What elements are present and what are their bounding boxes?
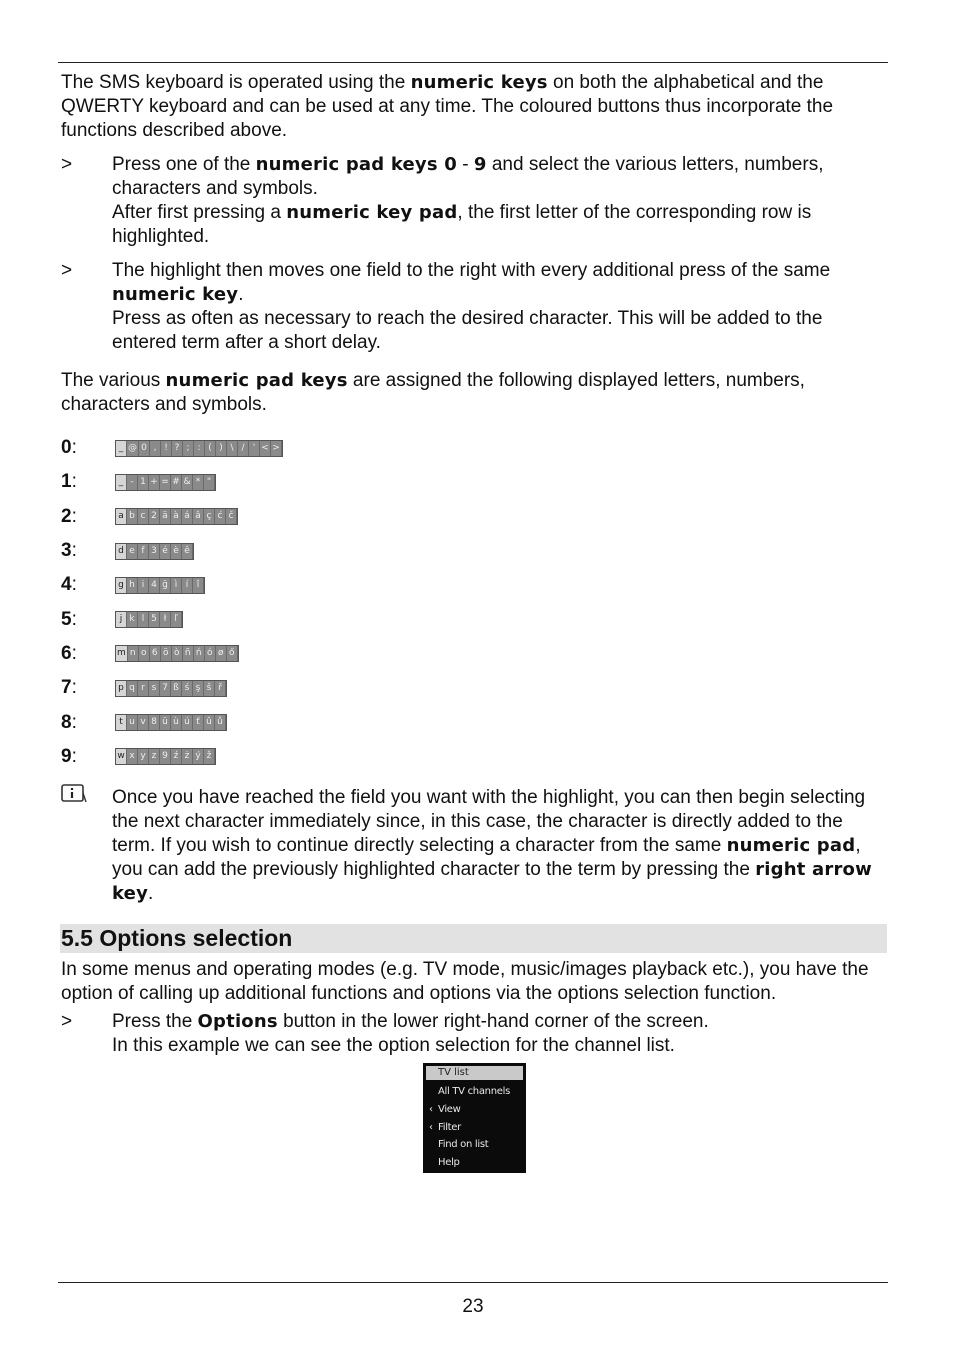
step1-text-4: After first pressing a bbox=[112, 202, 287, 223]
character-strip bbox=[115, 577, 205, 594]
options-menu-item[interactable] bbox=[426, 1083, 523, 1101]
options-step-text-1: Press the bbox=[112, 1010, 198, 1032]
chevron-left-icon: ‹ bbox=[429, 1103, 433, 1115]
key-digit: 1 bbox=[61, 471, 72, 493]
character-cell: ľ bbox=[171, 612, 182, 627]
character-cell: ť bbox=[193, 715, 204, 730]
options-step-text-3: In this example we can see the option selection for the channel list. bbox=[112, 1034, 675, 1056]
key-row-9 bbox=[61, 740, 887, 774]
key-row-2 bbox=[61, 500, 887, 534]
key-digit: 3 bbox=[61, 540, 72, 562]
options-menu-screenshot bbox=[423, 1063, 526, 1173]
assign-bold-1: numeric pad keys bbox=[165, 370, 348, 391]
character-strip bbox=[115, 680, 227, 697]
character-cell: & bbox=[182, 475, 193, 490]
options-menu-item-label: All TV channels bbox=[438, 1086, 510, 1097]
character-cell: ő bbox=[227, 646, 238, 661]
key-colon: : bbox=[71, 745, 77, 767]
footer-rule bbox=[58, 1282, 888, 1283]
character-cell: é bbox=[160, 544, 171, 559]
character-strip bbox=[115, 748, 216, 765]
key-digit: 8 bbox=[61, 711, 72, 733]
character-cell: f bbox=[138, 544, 149, 559]
character-cell: , bbox=[150, 441, 161, 456]
character-cell: ö bbox=[161, 646, 172, 661]
key-row-4 bbox=[61, 568, 887, 602]
character-cell: j bbox=[116, 612, 127, 627]
character-cell: ç bbox=[204, 509, 215, 524]
character-cell: @ bbox=[127, 441, 139, 456]
character-cell: h bbox=[127, 578, 138, 593]
step1-bold-2: 9 bbox=[473, 154, 487, 175]
key-colon: : bbox=[71, 540, 77, 562]
key-row-8 bbox=[61, 705, 887, 739]
character-cell: ş bbox=[193, 681, 204, 696]
character-cell: š bbox=[204, 681, 215, 696]
character-cell: " bbox=[204, 475, 215, 490]
key-number bbox=[61, 505, 115, 529]
character-cell: v bbox=[138, 715, 149, 730]
step1-text-2: - bbox=[456, 154, 474, 175]
page-content bbox=[61, 71, 887, 1068]
options-menu-header[interactable]: TV list bbox=[426, 1066, 523, 1080]
character-cell: o bbox=[139, 646, 150, 661]
character-cell: û bbox=[204, 715, 215, 730]
character-cell: b bbox=[127, 509, 138, 524]
key-digit: 0 bbox=[61, 437, 72, 459]
character-cell: y bbox=[138, 749, 149, 764]
character-cell: ý bbox=[193, 749, 204, 764]
options-menu-item-label: Filter bbox=[438, 1121, 461, 1133]
key-colon: : bbox=[71, 608, 77, 630]
character-cell: < bbox=[260, 441, 271, 456]
note-text-2: , you can add the previously highlighted character to the term by pressing the bbox=[112, 834, 861, 880]
character-cell: _ bbox=[116, 475, 127, 490]
character-cell: x bbox=[127, 749, 138, 764]
step2-text-2: . bbox=[238, 284, 244, 305]
character-cell: ) bbox=[216, 441, 227, 456]
options-menu-item[interactable] bbox=[426, 1119, 523, 1137]
options-menu-item[interactable] bbox=[426, 1136, 523, 1154]
character-cell: ? bbox=[172, 441, 183, 456]
character-cell: a bbox=[116, 509, 127, 524]
key-colon: : bbox=[71, 677, 77, 699]
character-cell: k bbox=[127, 612, 138, 627]
step2-text-3: Press as often as necessary to reach the desired character. This will be added to the entered term after a short delay. bbox=[112, 308, 823, 353]
note-text-1: Once you have reached the field you want with the highlight, you can then begin selecting the next character immediately since, in this case, the character is directly added to the term. If you wish to continue directly selecting a character from the same bbox=[112, 786, 866, 856]
character-cell: l bbox=[138, 612, 149, 627]
character-cell: 7 bbox=[160, 681, 171, 696]
character-cell: ł bbox=[160, 612, 171, 627]
key-digit: 9 bbox=[61, 745, 72, 767]
chevron-left-icon: ‹ bbox=[429, 1121, 433, 1133]
key-number bbox=[61, 573, 115, 597]
key-digit: 6 bbox=[61, 642, 72, 664]
character-strip bbox=[115, 474, 216, 491]
key-number bbox=[61, 608, 115, 632]
character-cell: m bbox=[116, 646, 128, 661]
intro-text-1: The SMS keyboard is operated using the bbox=[61, 72, 411, 93]
character-cell: à bbox=[171, 509, 182, 524]
character-cell: * bbox=[193, 475, 204, 490]
step-press-options bbox=[61, 1010, 887, 1058]
character-cell: \ bbox=[227, 441, 238, 456]
character-strip bbox=[115, 543, 194, 560]
step2-bold-1: numeric key bbox=[112, 284, 239, 305]
character-cell: s bbox=[149, 681, 160, 696]
options-menu-item-label: Help bbox=[438, 1157, 460, 1169]
character-cell: e bbox=[127, 544, 138, 559]
character-cell: ä bbox=[160, 509, 171, 524]
character-cell: z bbox=[149, 749, 160, 764]
info-note bbox=[61, 786, 887, 906]
key-colon: : bbox=[71, 574, 77, 596]
character-cell: _ bbox=[116, 441, 127, 456]
character-cell: ř bbox=[215, 681, 226, 696]
character-cell: ú bbox=[182, 715, 193, 730]
character-cell: ń bbox=[194, 646, 205, 661]
character-cell: ø bbox=[216, 646, 227, 661]
options-menu-item[interactable] bbox=[426, 1154, 523, 1172]
note-text-3: . bbox=[148, 882, 154, 904]
character-cell: t bbox=[116, 715, 127, 730]
character-cell: è bbox=[171, 544, 182, 559]
character-cell: 5 bbox=[149, 612, 160, 627]
options-step-bold-1: Options bbox=[197, 1010, 278, 1032]
character-cell: 9 bbox=[160, 749, 171, 764]
options-menu-item-label: View bbox=[438, 1103, 461, 1115]
character-cell: ( bbox=[205, 441, 216, 456]
character-cell: / bbox=[238, 441, 249, 456]
character-cell: ß bbox=[171, 681, 182, 696]
key-number bbox=[61, 539, 115, 563]
character-cell: ż bbox=[182, 749, 193, 764]
key-number bbox=[61, 436, 115, 460]
character-cell: ó bbox=[205, 646, 216, 661]
character-strip bbox=[115, 714, 227, 731]
character-cell: 0 bbox=[139, 441, 150, 456]
character-cell: ů bbox=[215, 715, 226, 730]
step1-text-5: , the first letter of the corresponding row is highlighted. bbox=[112, 202, 812, 247]
header-rule bbox=[58, 62, 888, 63]
character-cell: î bbox=[193, 578, 204, 593]
key-digit: 5 bbox=[61, 608, 72, 630]
info-icon bbox=[61, 784, 87, 804]
character-strip bbox=[115, 508, 238, 525]
page-number: 23 bbox=[462, 1296, 484, 1317]
key-digit: 7 bbox=[61, 677, 72, 699]
key-row-3 bbox=[61, 534, 887, 568]
key-colon: : bbox=[71, 642, 77, 664]
options-menu-item-label: Find on list bbox=[438, 1139, 489, 1151]
character-cell: č bbox=[226, 509, 237, 524]
character-cell: ì bbox=[171, 578, 182, 593]
key-number bbox=[61, 642, 115, 666]
step1-text-3: and select the various letters, numbers, characters and symbols. bbox=[112, 154, 824, 199]
step-marker: > bbox=[61, 154, 73, 175]
character-cell: n bbox=[128, 646, 139, 661]
step1-bold-1: numeric pad keys 0 bbox=[255, 154, 457, 175]
key-number bbox=[61, 745, 115, 769]
step-highlight-moves bbox=[61, 259, 887, 355]
character-cell: ù bbox=[171, 715, 182, 730]
options-step-text-2: button in the lower right-hand corner of the screen. bbox=[277, 1010, 709, 1032]
character-cell: â bbox=[193, 509, 204, 524]
character-cell: > bbox=[271, 441, 282, 456]
key-row-5 bbox=[61, 602, 887, 636]
character-cell: ć bbox=[215, 509, 226, 524]
step-press-key bbox=[61, 153, 887, 249]
key-number bbox=[61, 676, 115, 700]
key-row-1 bbox=[61, 465, 887, 499]
key-colon: : bbox=[71, 505, 77, 527]
character-cell: 2 bbox=[149, 509, 160, 524]
step2-text-1: The highlight then moves one field to the right with every additional press of the same bbox=[112, 260, 831, 281]
character-strip bbox=[115, 440, 283, 457]
section-heading: 5.5 Options selection bbox=[60, 924, 887, 953]
key-number bbox=[61, 470, 115, 494]
character-strip bbox=[115, 645, 239, 662]
character-cell: ' bbox=[249, 441, 260, 456]
character-cell: : bbox=[194, 441, 205, 456]
character-cell: ś bbox=[182, 681, 193, 696]
key-colon: : bbox=[71, 711, 77, 733]
character-cell: = bbox=[160, 475, 171, 490]
character-cell: w bbox=[116, 749, 127, 764]
step1-bold-3: numeric key pad bbox=[286, 202, 458, 223]
character-cell: 1 bbox=[138, 475, 149, 490]
key-row-6 bbox=[61, 637, 887, 671]
options-menu-item[interactable] bbox=[426, 1101, 523, 1119]
character-cell: 8 bbox=[149, 715, 160, 730]
options-menu-items bbox=[426, 1083, 523, 1172]
character-cell: ğ bbox=[160, 578, 171, 593]
character-cell: ò bbox=[172, 646, 183, 661]
character-cell: i bbox=[138, 578, 149, 593]
intro-paragraph bbox=[61, 71, 887, 143]
key-assignment-list bbox=[61, 431, 887, 774]
intro-text-2: on both the alphabetical and the QWERTY keyboard and can be used at any time. The coloured buttons thus incorporate the functions described above. bbox=[61, 72, 834, 141]
key-digit: 2 bbox=[61, 505, 72, 527]
step-marker: > bbox=[61, 1010, 73, 1032]
key-colon: : bbox=[71, 471, 77, 493]
step-marker: > bbox=[61, 260, 73, 281]
key-digit: 4 bbox=[61, 574, 72, 596]
character-cell: p bbox=[116, 681, 127, 696]
character-cell: ! bbox=[161, 441, 172, 456]
character-cell: 4 bbox=[149, 578, 160, 593]
character-cell: 3 bbox=[149, 544, 160, 559]
options-menu bbox=[423, 1063, 526, 1173]
character-cell: ñ bbox=[183, 646, 194, 661]
character-cell: ź bbox=[171, 749, 182, 764]
character-cell: ê bbox=[182, 544, 193, 559]
character-cell: u bbox=[127, 715, 138, 730]
character-cell: q bbox=[127, 681, 138, 696]
character-cell: ; bbox=[183, 441, 194, 456]
character-cell: g bbox=[116, 578, 127, 593]
step1-text-1: Press one of the bbox=[112, 154, 256, 175]
character-cell: + bbox=[149, 475, 160, 490]
character-cell: d bbox=[116, 544, 127, 559]
character-cell: # bbox=[171, 475, 182, 490]
character-cell: c bbox=[138, 509, 149, 524]
note-bold-2: right arrow key bbox=[112, 858, 872, 904]
note-bold-1: numeric pad bbox=[726, 834, 856, 856]
key-number bbox=[61, 711, 115, 735]
character-cell: - bbox=[127, 475, 138, 490]
key-row-0 bbox=[61, 431, 887, 465]
character-cell: ü bbox=[160, 715, 171, 730]
character-cell: á bbox=[182, 509, 193, 524]
assignment-paragraph bbox=[61, 369, 887, 417]
character-cell: r bbox=[138, 681, 149, 696]
key-colon: : bbox=[71, 437, 77, 459]
intro-bold-numeric-keys: numeric keys bbox=[410, 72, 548, 93]
character-cell: ž bbox=[204, 749, 215, 764]
character-cell: 6 bbox=[150, 646, 161, 661]
character-strip bbox=[115, 611, 183, 628]
assign-text-1: The various bbox=[61, 370, 166, 391]
key-row-7 bbox=[61, 671, 887, 705]
character-cell: í bbox=[182, 578, 193, 593]
section-body: In some menus and operating modes (e.g. TV mode, music/images playback etc.), you have the option of calling up additional functions and options via the options selection function. bbox=[61, 958, 869, 1004]
assign-text-2: are assigned the following displayed letters, numbers, characters and symbols. bbox=[61, 370, 805, 415]
